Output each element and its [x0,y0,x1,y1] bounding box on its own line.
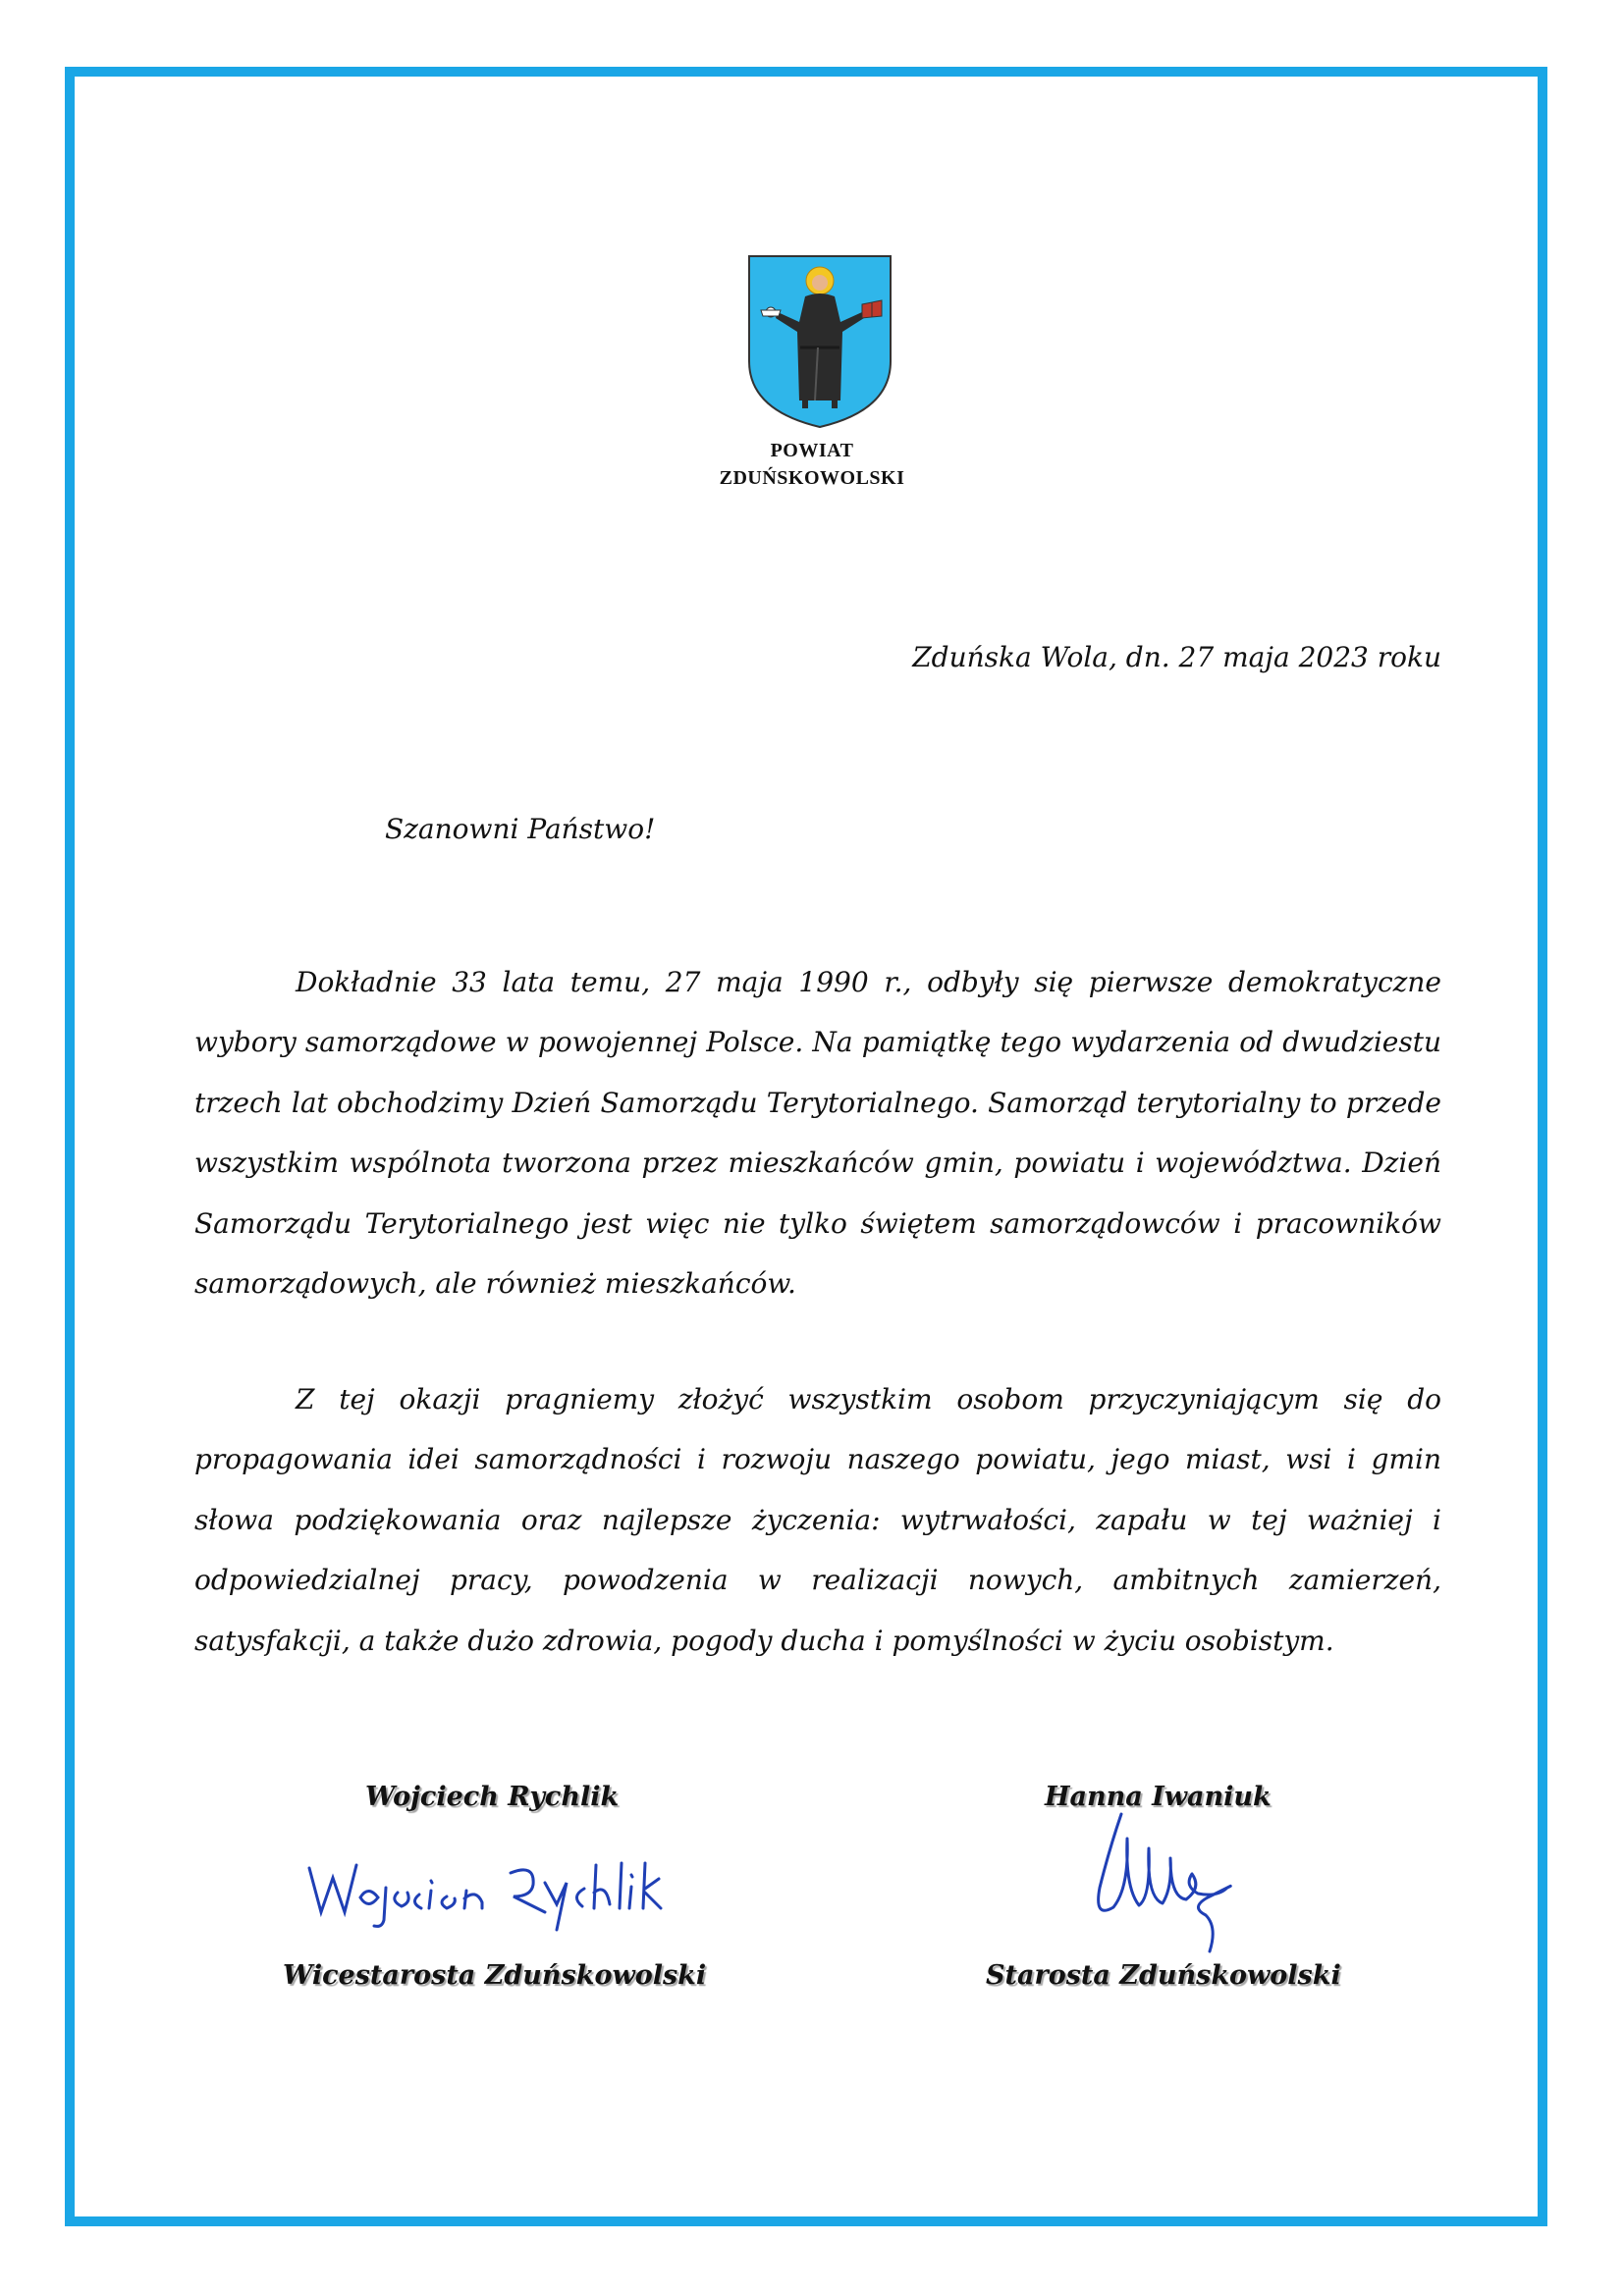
org-name-line2: ZDUŃSKOWOLSKI [719,467,905,489]
signatory-name-right: Hanna Iwaniuk [1045,1782,1272,1812]
signatory-name-left: Wojciech Rychlik [365,1782,620,1812]
letter-greeting: Szanowni Państwo! [385,813,656,845]
signatory-title-right: Starosta Zduńskowolski [986,1960,1341,1991]
org-name-line1: POWIAT [770,440,854,461]
handwritten-signature-left [299,1843,673,1932]
coat-of-arms-icon [746,253,893,430]
signatory-title-left: Wicestarosta Zduńskowolski [283,1960,707,1991]
letter-paragraph: Z tej okazji pragniemy złożyć wszystkim osobom przyczyniającym się do propagowania idei samorządności i rozwoju naszego powiatu, jego miast, wsi i gmin słowa podziękowania oraz najlepsze życzenia: wytrwałości, zapału w tej ważniej i odpowiedzialnej pracy, powodzenia w realizacji nowych, ambitnych zamierzeń, satysfakcji, a także dużo zdrowia, pogody ducha i pomyślności w życiu osobistym. [194,1383,1441,1657]
letter-date: Zduńska Wola, dn. 27 maja 2023 roku [912,641,1441,673]
handwritten-signature-right [1080,1809,1257,1956]
letter-paragraph: Dokładnie 33 lata temu, 27 maja 1990 r., odbyły się pierwsze demokratyczne wybory samorządowe w powojennej Polsce. Na pamiątkę tego wydarzenia od dwudziestu trzech lat obchodzimy Dzień Samorządu Terytorialnego. Samorząd terytorialny to przede wszystkim wspólnota tworzona przez mieszkańców gmin, powiatu i województwa. Dzień Samorządu Terytorialnego jest więc nie tylko świętem samorządowców i pracowników samorządowych, ale również mieszkańców. [194,966,1441,1301]
